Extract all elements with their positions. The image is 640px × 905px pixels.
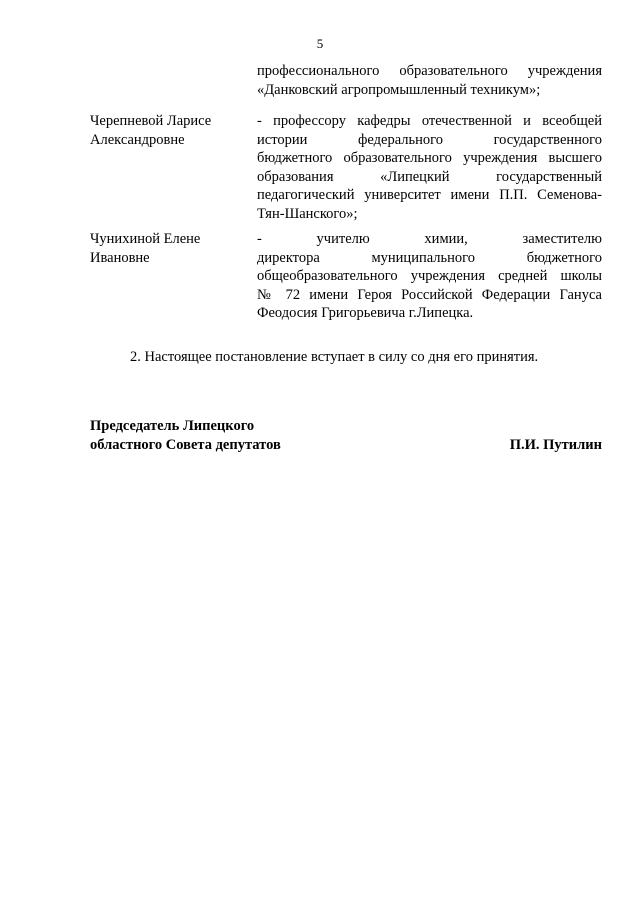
recipient-name-line: Ивановне [90, 249, 150, 266]
signatory-name: П.И. Путилин [509, 437, 602, 453]
description-line: - учителю химии, заместителю [257, 231, 602, 247]
signatory-title-line: Председатель Липецкого [90, 418, 255, 434]
description-line: «Данковский агропромышленный техникум»; [257, 81, 541, 98]
effective-date-clause: 2. Настоящее постановление вступает в силу со дня его принятия. [130, 349, 539, 365]
description-line: общеобразовательного учреждения средней школы [257, 268, 602, 285]
recipient-name [90, 230, 240, 267]
description-line: - профессору кафедры отечественной и всеобщей [257, 113, 602, 129]
description-line: профессионального образовательного учреждения [257, 63, 602, 79]
recipient-name-line: Чунихиной Елене [90, 231, 201, 247]
signature-block [90, 417, 602, 455]
recipient-name-line: Черепневой Ларисе [90, 113, 212, 129]
continuation-description [257, 62, 602, 99]
description-line: истории федерального государственного [257, 131, 602, 148]
description-line: Феодосия Григорьевича г.Липецка. [257, 305, 474, 322]
recipient-name [90, 112, 240, 149]
page-number: 5 [316, 36, 324, 51]
description-line: № 72 имени Героя Российской Федерации Гануса [257, 286, 602, 303]
description-line: педагогический университет имени П.П. Семенова- [257, 187, 602, 204]
description-line: Тян-Шанского»; [257, 205, 358, 222]
recipient-description [257, 112, 602, 224]
recipient-name-line: Александровне [90, 131, 185, 148]
signatory-title-line: областного Совета депутатов [90, 437, 281, 453]
description-line: бюджетного образовательного учреждения высшего [257, 150, 602, 167]
recipient-description [257, 230, 602, 323]
description-line: образования «Липецкий государственный [257, 168, 602, 185]
description-line: директора муниципального бюджетного [257, 249, 602, 266]
